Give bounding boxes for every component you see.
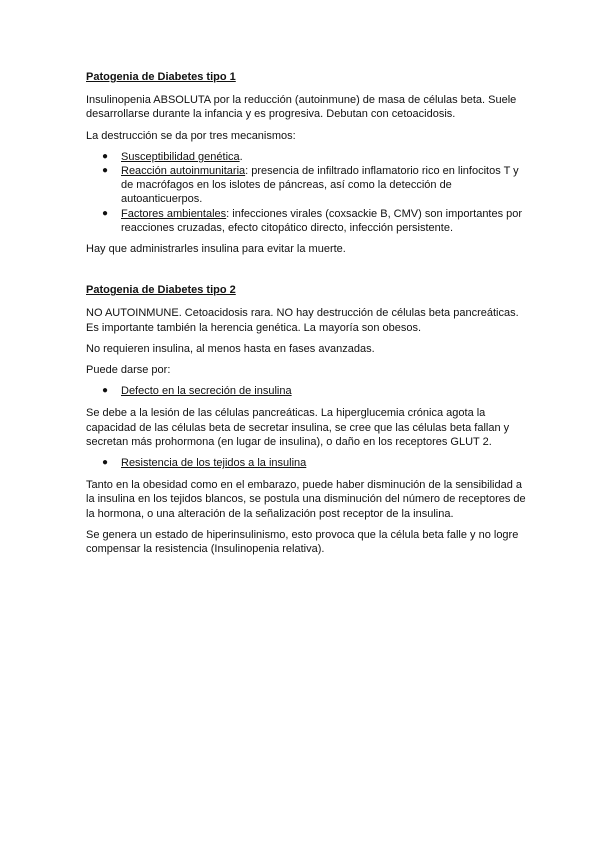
mechanisms-list [86, 150, 526, 235]
mechanism-text: : infecciones virales (coxsackie B, CMV) son importantes por reacciones cruzadas, efecto citopático directo, infección persistente. [121, 207, 523, 234]
bullet-icon: ● [102, 457, 109, 469]
cause1-text: Se debe a la lesión de las células pancreáticas. La hiperglucemia crónica agota la capacidad de las células beta de secretar insulina, se cree que las células beta fallan y secretan más prohormona (en lugar de insulina), o daño en los receptores GLUT 2. [86, 407, 510, 448]
section1-title: Patogenia de Diabetes tipo 1 [86, 71, 236, 83]
section-spacer [86, 263, 526, 283]
list-item [86, 207, 526, 235]
cause1-heading [86, 384, 526, 398]
document-page [86, 70, 526, 563]
cause2-label: Resistencia de los tejidos a la insulina [121, 457, 307, 470]
bullet-icon: ● [102, 165, 109, 177]
bullet-icon: ● [102, 150, 109, 162]
section2-title: Patogenia de Diabetes tipo 2 [86, 284, 236, 297]
mechanism-text: . [239, 150, 243, 163]
list-item [86, 164, 526, 207]
section1-closing: Hay que administrarles insulina para evitar la muerte. [86, 243, 346, 256]
section2-closing: Se genera un estado de hiperinsulinismo, esto provoca que la célula beta falle y no logre compensar la resistencia (Insulinopenia relativa). [86, 528, 519, 556]
cause1-label: Defecto en la secreción de insulina [121, 385, 292, 398]
mechanism-term: Susceptibilidad genética [121, 150, 240, 163]
bullet-icon: ● [102, 385, 109, 397]
list-item [86, 150, 526, 164]
cause2-heading [86, 456, 526, 470]
bullet-icon: ● [102, 207, 109, 219]
section1-intro: Insulinopenia ABSOLUTA por la reducción (autoinmune) de masa de células beta. Suele desarrollarse durante la infancia y es progresiva. Debutan con cetoacidosis. [86, 94, 517, 121]
cause2-text: Tanto en la obesidad como en el embarazo, puede haber disminución de la sensibilidad a la insulina en los tejidos blancos, se postula una disminución del número de receptores de la hormona, o una alteración de la señalización post receptor de la insulina. [86, 479, 526, 520]
section1-mechanisms-lead: La destrucción se da por tres mecanismos: [86, 129, 296, 142]
mechanism-term: Factores ambientales [121, 207, 227, 220]
mechanism-term: Reacción autoinmunitaria [121, 165, 246, 178]
section2-insulin-note: No requieren insulina, al menos hasta en fases avanzadas. [86, 342, 375, 355]
mechanism-text: : presencia de infiltrado inflamatorio rico en linfocitos T y de macrófagos en los islotes de páncreas, así como la detección de autoanticuerpos. [121, 165, 519, 206]
section2-intro: NO AUTOINMUNE. Cetoacidosis rara. NO hay destrucción de células beta pancreáticas. Es importante también la herencia genética. La mayoría son obesos. [86, 307, 519, 334]
section2-causes-lead: Puede darse por: [86, 364, 171, 377]
